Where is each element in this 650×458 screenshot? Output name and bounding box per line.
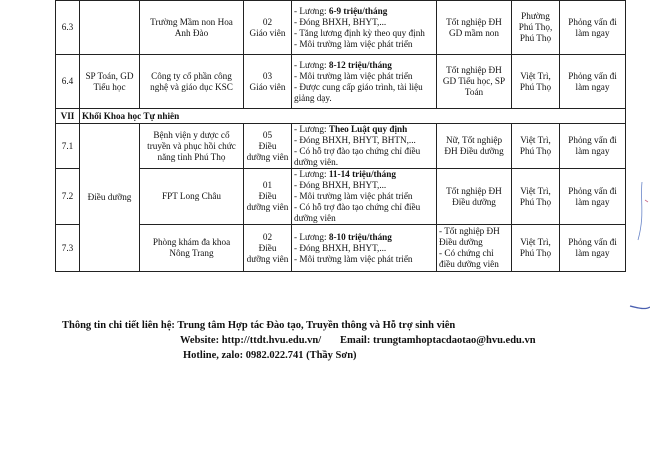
form-cell: Phỏng vấn đi làm ngay bbox=[560, 55, 626, 109]
position-value: Điều dưỡng viên bbox=[246, 140, 289, 162]
benefit-line: - Có hỗ trợ đào tạo chứng chỉ điều dưỡng viên bbox=[294, 202, 421, 223]
position-value: Giáo viên bbox=[249, 27, 286, 38]
location-cell: Việt Trì, Phú Thọ bbox=[512, 55, 560, 109]
count-cell bbox=[244, 225, 292, 272]
benefit-line: - Được cung cấp giáo trình, tài liệu giảng dạy. bbox=[294, 81, 423, 103]
count-cell bbox=[244, 169, 292, 225]
benefit-line: - Môi trường làm việc phát triển bbox=[294, 253, 413, 264]
field-cell: SP Toán, GD Tiểu học bbox=[80, 55, 140, 109]
benefit-line: - Đóng BHXH, BHYT, BHTN,... bbox=[294, 135, 416, 145]
form-cell: Phỏng vấn đi làm ngay bbox=[560, 1, 626, 55]
row-number: 7.1 bbox=[56, 124, 80, 169]
benefit-line: - Có hỗ trợ đào tạo chứng chỉ điều dưỡng viên. bbox=[294, 146, 421, 167]
count-cell bbox=[244, 55, 292, 109]
pen-mark-icon bbox=[590, 180, 650, 320]
count-cell bbox=[244, 124, 292, 169]
benefit-line: - Đóng BHXH, BHYT,... bbox=[294, 16, 387, 27]
section-title: Khối Khoa học Tự nhiên bbox=[80, 109, 626, 124]
field-cell bbox=[80, 1, 140, 55]
benefits-cell bbox=[292, 124, 437, 169]
benefits-cell bbox=[292, 169, 437, 225]
benefit-line: - Lương: 11-14 triệu/tháng bbox=[294, 169, 396, 179]
count-value: 01 bbox=[262, 180, 273, 190]
job-table bbox=[55, 0, 626, 272]
hotline-text: Hotline, zalo: 0982.022.741 (Thầy Sơn) bbox=[183, 350, 357, 361]
row-number: 7.3 bbox=[56, 225, 80, 272]
website-link[interactable]: Website: http://ttdt.hvu.edu.vn/ bbox=[180, 335, 322, 346]
benefits-cell bbox=[292, 55, 437, 109]
position-value: Điều dưỡng viên bbox=[246, 191, 289, 212]
benefits-cell bbox=[292, 225, 437, 272]
row-number: 7.2 bbox=[56, 169, 80, 225]
location-cell: Phường Phú Thọ, Phú Thọ bbox=[512, 1, 560, 55]
company-cell: Bệnh viện y dược cổ truyền và phục hồi chức năng tỉnh Phú Thọ bbox=[140, 124, 244, 169]
row-number: 6.3 bbox=[56, 1, 80, 55]
benefit-line: - Đóng BHXH, BHYT,... bbox=[294, 180, 387, 190]
section-row bbox=[56, 109, 626, 124]
form-cell: Phỏng vấn đi làm ngay bbox=[560, 225, 626, 272]
benefit-line: - Lương: Theo Luật quy định bbox=[294, 124, 408, 134]
location-cell: Việt Trì, Phú Thọ bbox=[512, 124, 560, 169]
company-cell: Trường Mầm non Hoa Anh Đào bbox=[140, 1, 244, 55]
table-row bbox=[56, 169, 626, 225]
benefit-line: - Lương: 8-12 triệu/tháng bbox=[294, 59, 392, 70]
location-cell: Việt Trì, Phú Thọ bbox=[512, 169, 560, 225]
benefit-line: - Tăng lương định kỳ theo quy định bbox=[294, 27, 425, 38]
row-number: 6.4 bbox=[56, 55, 80, 109]
email-link[interactable]: Email: trungtamhoptacdaotao@hvu.edu.vn bbox=[340, 335, 536, 346]
section-number: VII bbox=[56, 109, 80, 124]
count-value: 03 bbox=[262, 70, 273, 81]
requirement-cell: Tốt nghiệp ĐH GD Tiểu học, SP Toán bbox=[437, 55, 512, 109]
form-cell: Phỏng vấn đi làm ngay bbox=[560, 124, 626, 169]
table-row bbox=[56, 225, 626, 272]
requirement-cell: Nữ, Tốt nghiệp ĐH Điều dưỡng bbox=[437, 124, 512, 169]
count-value: 02 bbox=[262, 231, 273, 242]
position-value: Giáo viên bbox=[249, 81, 286, 92]
location-cell: Việt Trì, Phú Thọ bbox=[512, 225, 560, 272]
benefits-cell bbox=[292, 1, 437, 55]
requirement-line: - Có chứng chỉ điều dưỡng viên bbox=[439, 248, 499, 269]
company-cell: FPT Long Châu bbox=[140, 169, 244, 225]
form-cell: Phỏng vấn đi làm ngay bbox=[560, 169, 626, 225]
benefit-line: - Môi trường làm việc phát triển bbox=[294, 191, 413, 201]
count-value: 05 bbox=[262, 129, 273, 140]
benefit-line: - Lương: 6-9 triệu/tháng bbox=[294, 5, 388, 16]
requirement-line: - Tốt nghiệp ĐH Điều dưỡng bbox=[439, 226, 500, 247]
company-cell: Phòng khám đa khoa Nông Trang bbox=[140, 225, 244, 272]
table-row bbox=[56, 55, 626, 109]
count-value: 02 bbox=[262, 16, 273, 27]
requirement-cell bbox=[437, 225, 512, 272]
benefit-line: - Lương: 8-10 triệu/tháng bbox=[294, 231, 392, 242]
company-cell: Công ty cổ phần công nghệ và giáo dục KSC bbox=[140, 55, 244, 109]
benefit-line: - Đóng BHXH, BHYT,... bbox=[294, 242, 387, 253]
field-cell: Điều dưỡng bbox=[80, 124, 140, 272]
benefit-line: - Môi trường làm việc phát triển bbox=[294, 38, 413, 49]
position-value: Điều dưỡng viên bbox=[246, 242, 289, 264]
table-row bbox=[56, 1, 626, 55]
table-row bbox=[56, 124, 626, 169]
contact-heading: Thông tin chi tiết liên hệ: Trung tâm Hợp tác Đào tạo, Truyền thông và Hỗ trợ sinh viên bbox=[62, 320, 456, 331]
requirement-cell: Tốt nghiệp ĐH Điều dưỡng bbox=[437, 169, 512, 225]
count-cell bbox=[244, 1, 292, 55]
requirement-cell: Tốt nghiệp ĐH GD mầm non bbox=[437, 1, 512, 55]
benefit-line: - Môi trường làm việc phát triển bbox=[294, 70, 413, 81]
